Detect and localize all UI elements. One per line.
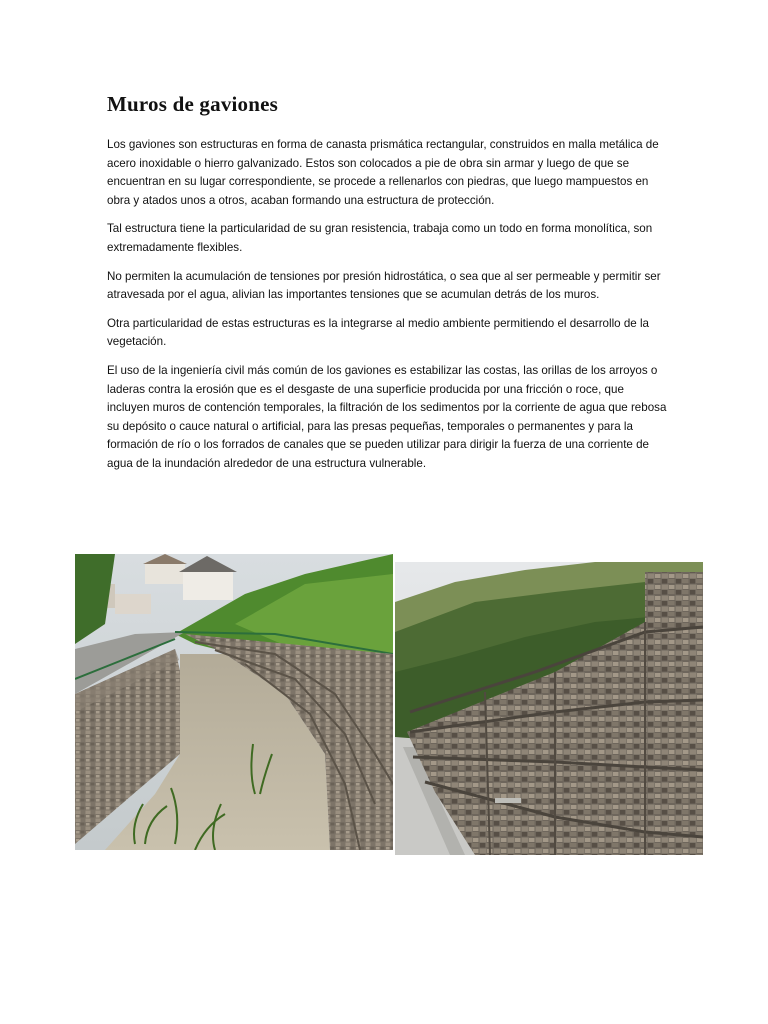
paragraph-1: Los gaviones son estructuras en forma de canasta prismática rectangular, construidos en malla metálica de acero inoxidable o hierro galvanizado. Estos son colocados a pie de obra sin armar y luego de que se encuentran en su lugar correspondiente, se procede a rellenarlos con piedras, que luego mampuestos en obra y atados unos a otros, acaban formando una estructura de protección.: [107, 138, 659, 207]
gabion-channel-photo: [75, 554, 393, 850]
paragraph-4: Otra particularidad de estas estructuras es la integrarse al medio ambiente permitiendo el desarrollo de la vegetación.: [107, 316, 649, 349]
body-text: [107, 136, 667, 484]
paragraph-5: El uso de la ingeniería civil más común de los gaviones es estabilizar las costas, las orillas de los arroyos o laderas contra la erosión que es el desgaste de una superficie producida por una fricción o roce, que incluyen muros de contención temporales, la filtración de los sedimentos por la corriente de agua que rebosa su depósito o cauce natural o artificial, para las presas pequeñas, temporales o permanentes y para la formación de río o los forrados de canales que se pueden utilizar para dirigir la fuerza de una corriente de agua de la inundación alrededor de una estructura vulnerable.: [107, 363, 667, 470]
gabion-wall-photo: [395, 562, 703, 855]
paragraph-2: Tal estructura tiene la particularidad de su gran resistencia, trabaja como un todo en forma monolítica, son extremadamente flexibles.: [107, 222, 653, 254]
page-title: Muros de gaviones: [107, 92, 279, 116]
paragraph-3: No permiten la acumulación de tensiones por presión hidrostática, o sea que al ser permeable y permitir ser atravesada por el agua, alivian las importantes tensiones que se acumulan detrás de los muros.: [107, 269, 661, 302]
